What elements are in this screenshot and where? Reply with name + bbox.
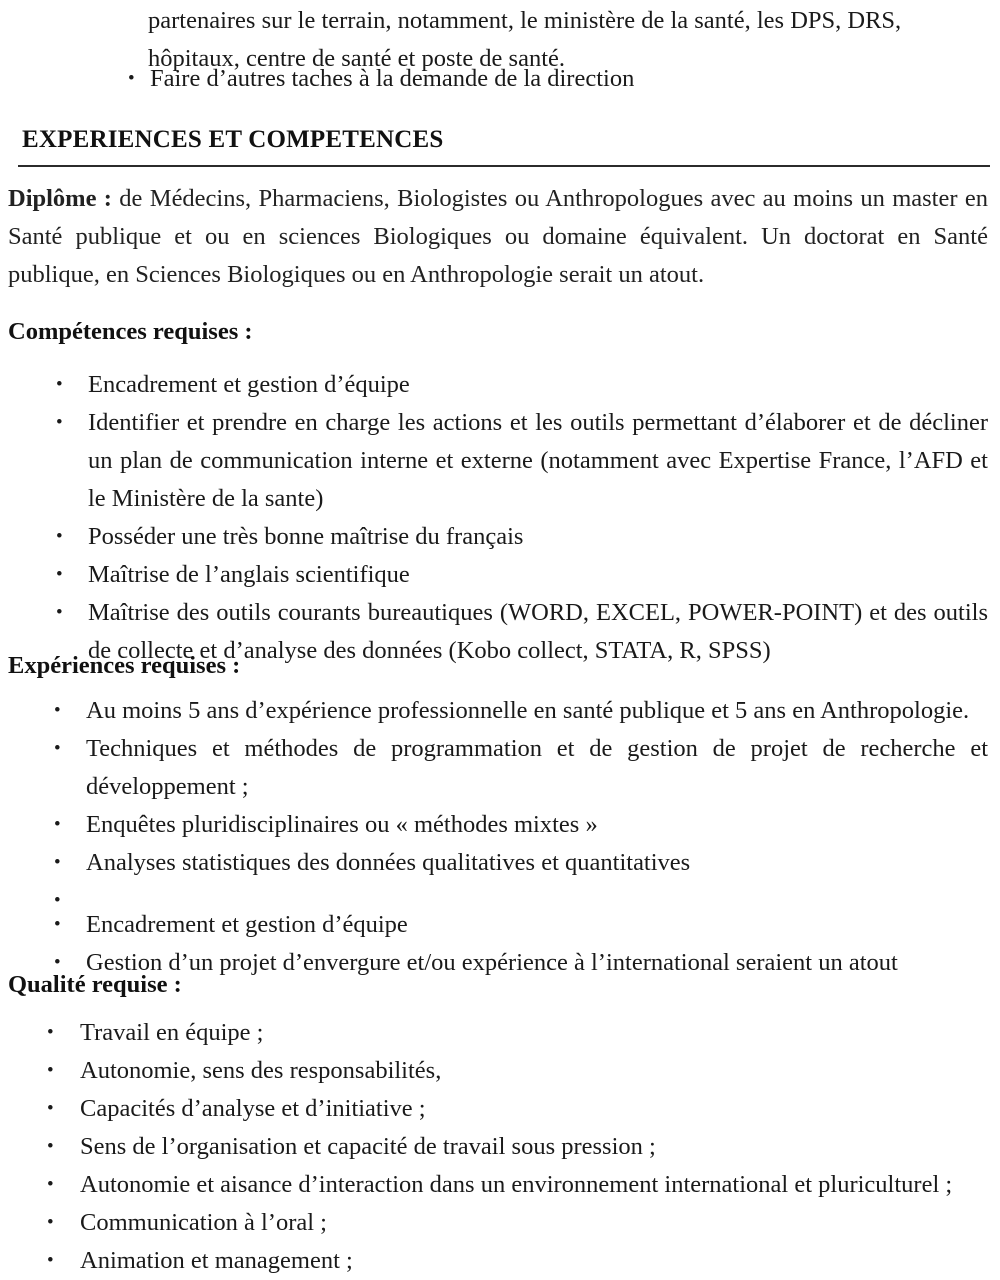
list-item-text: Travail en équipe ; xyxy=(80,1019,264,1046)
list-item xyxy=(0,404,1000,518)
list-item xyxy=(0,1052,1000,1090)
list-item-text: Techniques et méthodes de programmation et de gestion de projet de recherche et développement ; xyxy=(86,735,988,800)
competences-heading: Compétences requises : xyxy=(8,318,253,345)
list-item-text: Faire d’autres taches à la demande de la direction xyxy=(150,65,635,92)
list-item-text: Communication à l’oral ; xyxy=(80,1209,327,1236)
list-item xyxy=(0,1128,1000,1166)
list-item-text: Maîtrise de l’anglais scientifique xyxy=(88,561,410,588)
list-spacer xyxy=(0,882,1000,906)
list-item-text: Au moins 5 ans d’expérience professionnelle en santé publique et 5 ans en Anthropologie. xyxy=(86,697,970,724)
experiences-heading: Expériences requises : xyxy=(8,652,241,679)
diplome-paragraph xyxy=(0,180,1000,294)
list-item-text: Encadrement et gestion d’équipe xyxy=(88,371,410,398)
qualite-list-container xyxy=(0,1014,1000,1280)
list-item-text: Animation et management ; xyxy=(80,1247,353,1274)
list-item xyxy=(0,1090,1000,1128)
list-item-text: Maîtrise des outils courants bureautiques (WORD, EXCEL, POWER-POINT) et des outils de collecte et d’analyse des données (Kobo collect, STATA, R, SPSS) xyxy=(88,599,988,664)
list-item-text: Enquêtes pluridisciplinaires ou « méthodes mixtes » xyxy=(86,811,598,838)
list-item xyxy=(0,806,1000,844)
experiences-list xyxy=(0,692,1000,982)
continuation-line-1: partenaires sur le terrain, notamment, le ministère de la santé, les DPS, DRS, xyxy=(148,7,902,34)
experiences-heading-container xyxy=(0,652,1000,680)
list-item xyxy=(0,518,1000,556)
horizontal-rule xyxy=(18,165,990,167)
list-item xyxy=(0,556,1000,594)
list-item xyxy=(0,1014,1000,1052)
list-item xyxy=(0,844,1000,882)
list-item xyxy=(0,1166,1000,1204)
list-item-text: Autonomie, sens des responsabilités, xyxy=(80,1057,442,1084)
diplome-label: Diplôme : xyxy=(8,185,112,212)
list-item-text: Autonomie et aisance d’interaction dans un environnement international et pluriculturel ; xyxy=(80,1171,953,1198)
list-item-text: Gestion d’un projet d’envergure et/ou expérience à l’international seraient un atout xyxy=(86,949,898,976)
competences-list xyxy=(0,366,1000,670)
diplome-paragraph-container xyxy=(0,180,1000,294)
list-item xyxy=(0,60,1000,98)
continuation-line-2: hôpitaux, centre de santé et poste de santé. xyxy=(148,45,566,72)
list-item-text: Analyses statistiques des données qualitatives et quantitatives xyxy=(86,849,691,876)
list-item xyxy=(0,730,1000,806)
list-item-text: Capacités d’analyse et d’initiative ; xyxy=(80,1095,426,1122)
list-item-text: Posséder une très bonne maîtrise du français xyxy=(88,523,524,550)
list-item xyxy=(0,366,1000,404)
competences-list-container xyxy=(0,366,1000,670)
list-item xyxy=(0,1204,1000,1242)
top-bullet-list xyxy=(0,60,1000,98)
diplome-text: de Médecins, Pharmaciens, Biologistes ou Anthropologues avec au moins un master en Santé publique et ou en sciences Biologiques ou domaine équivalent. Un doctorat en Santé publique, en Sciences Biologiques ou en Anthropologie serait un atout. xyxy=(8,185,988,288)
top-bullet-list-container xyxy=(0,60,1000,98)
list-item xyxy=(0,692,1000,730)
experiences-list-container xyxy=(0,692,1000,982)
list-item-text: Sens de l’organisation et capacité de travail sous pression ; xyxy=(80,1133,656,1160)
heading-divider xyxy=(0,160,1000,167)
list-item xyxy=(0,906,1000,944)
competences-heading-container xyxy=(0,318,1000,346)
qualite-heading: Qualité requise : xyxy=(8,971,182,998)
list-item-text: Encadrement et gestion d’équipe xyxy=(86,911,408,938)
list-item-text: Identifier et prendre en charge les actions et les outils permettant d’élaborer et de décliner un plan de communication interne et externe (notamment avec Expertise France, l’AFD et le Ministère de la sante) xyxy=(88,409,988,512)
qualite-list xyxy=(0,1014,1000,1280)
page-title: EXPERIENCES ET COMPETENCES xyxy=(22,126,444,153)
qualite-heading-container xyxy=(0,971,1000,999)
section-heading-container xyxy=(0,126,1000,154)
list-item xyxy=(0,1242,1000,1280)
